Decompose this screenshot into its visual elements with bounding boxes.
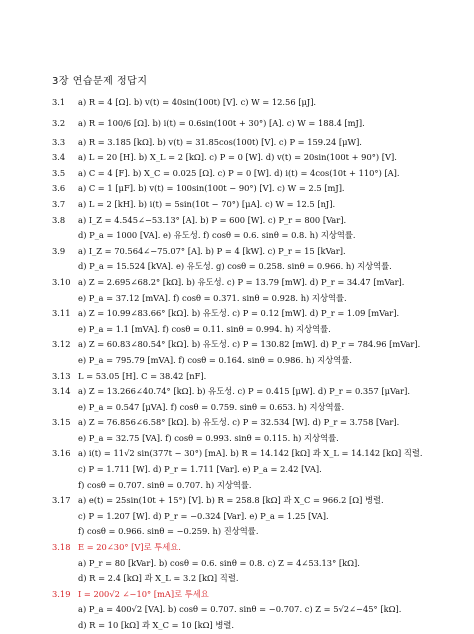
answer-text: a) P_a = 400√2 [VA]. b) cosθ = 0.707. sinθ = −0.707. c) Z = 5√2∠−45° [kΩ]. xyxy=(78,604,402,615)
answer-line xyxy=(52,259,462,275)
answer-line xyxy=(52,353,462,369)
answer-text: a) R = 3.185 [kΩ]. b) v(t) = 31.85cos(100t) [V]. c) P = 159.24 [μW]. xyxy=(78,136,362,147)
answer-line xyxy=(52,400,462,416)
answer-text: e) P_a = 32.75 [VA]. f) cosθ = 0.993. sinθ = 0.115. h) 지상역률. xyxy=(78,432,339,443)
answer-line xyxy=(52,150,462,166)
answer-line xyxy=(52,540,462,556)
answer-line xyxy=(52,135,462,151)
answer-text: a) I_Z = 70.564∠−75.07° [A]. b) P = 4 [kW]. c) P_r = 15 [kVar]. xyxy=(78,245,346,256)
answer-text: a) Z = 13.266∠40.74° [kΩ]. b) 유도성. c) P = 0.415 [μW]. d) P_r = 0.357 [μVar]. xyxy=(78,386,411,397)
answer-text: e) P_a = 1.1 [mVA]. f) cosθ = 0.11. sinθ = 0.994. h) 지상역률. xyxy=(78,323,331,334)
answer-line xyxy=(52,431,462,447)
answer-line xyxy=(52,587,462,603)
answer-line xyxy=(52,571,462,587)
problem-number: 3.19 xyxy=(52,588,71,599)
answer-text: a) L = 2 [kH]. b) i(t) = 5sin(10t − 70°) [μA]. c) W = 12.5 [nJ]. xyxy=(78,198,336,209)
answer-text: c) P = 1.207 [W]. d) P_r = −0.324 [Var]. e) P_a = 1.25 [VA]. xyxy=(78,510,329,521)
answer-line xyxy=(52,524,462,540)
problem-number: 3.7 xyxy=(52,198,66,209)
answer-line xyxy=(52,415,462,431)
answer-line xyxy=(52,556,462,572)
problem-number: 3.5 xyxy=(52,167,66,178)
answer-text: d) P_a = 1000 [VA]. e) 유도성. f) cosθ = 0.6. sinθ = 0.8. h) 지상역률. xyxy=(78,230,356,241)
answer-text: d) R = 2.4 [kΩ] 과 X_L = 3.2 [kΩ] 직렬. xyxy=(78,573,239,584)
answer-line xyxy=(52,275,462,291)
answer-line xyxy=(52,213,462,229)
answer-text: a) C = 4 [F]. b) X_C = 0.025 [Ω]. c) P = 0 [W]. d) i(t) = 4cos(10t + 110°) [A]. xyxy=(78,167,400,178)
answer-text: a) Z = 10.99∠83.66° [kΩ]. b) 유도성. c) P = 0.12 [mW]. d) P_r = 1.09 [mVar]. xyxy=(78,308,400,319)
answer-line xyxy=(52,337,462,353)
answer-line xyxy=(52,181,462,197)
answer-text: f) cosθ = 0.707. sinθ = 0.707. h) 지상역률. xyxy=(78,479,252,490)
answer-text: a) i(t) = 11√2 sin(377t − 30°) [mA]. b) R = 14.142 [kΩ] 과 X_L = 14.142 [kΩ] 직렬. xyxy=(78,448,423,459)
problem-number: 3.11 xyxy=(52,308,71,319)
problem-number: 3.8 xyxy=(52,214,66,225)
answer-text: a) R = 100/6 [Ω]. b) i(t) = 0.6sin(100t + 30°) [A]. c) W = 188.4 [mJ]. xyxy=(78,117,365,128)
problem-number: 3.9 xyxy=(52,245,66,256)
answer-line xyxy=(52,322,462,338)
answer-text: a) C = 1 [μF]. b) v(t) = 100sin(100t − 90°) [V]. c) W = 2.5 [mJ]. xyxy=(78,183,345,194)
problem-number: 3.1 xyxy=(52,97,66,107)
answer-line xyxy=(52,446,462,462)
answer-line xyxy=(52,306,462,322)
problem-number: 3.14 xyxy=(52,386,71,397)
problem-number: 3.18 xyxy=(52,542,71,553)
answer-text: L = 53.05 [H]. C = 38.42 [nF]. xyxy=(78,370,207,381)
answer-line xyxy=(52,95,462,111)
answer-text: a) e(t) = 25sin(10t + 15°) [V]. b) R = 258.8 [kΩ] 과 X_C = 966.2 [Ω] 병렬. xyxy=(78,495,384,506)
problem-number: 3.3 xyxy=(52,136,66,147)
page-title: 3장 연습문제 정답지 xyxy=(52,76,148,87)
answer-text: e) P_a = 0.547 [μVA]. f) cosθ = 0.759. sinθ = 0.653. h) 지상역률. xyxy=(78,401,345,412)
answer-text: f) cosθ = 0.966. sinθ = −0.259. h) 진상역률. xyxy=(78,526,259,537)
problem-number: 3.4 xyxy=(52,152,66,163)
answer-line xyxy=(52,111,462,135)
answer-line xyxy=(52,166,462,182)
answer-text: e) P_a = 37.12 [mVA]. f) cosθ = 0.371. sinθ = 0.928. h) 지상역률. xyxy=(78,292,347,303)
answer-text: a) Z = 76.856∠6.58° [kΩ]. b) 유도성. c) P = 32.534 [W]. d) P_r = 3.758 [Var]. xyxy=(78,417,400,428)
answer-line xyxy=(52,291,462,307)
answer-text: a) L = 20 [H]. b) X_L = 2 [kΩ]. c) P = 0 [W]. d) v(t) = 20sin(100t + 90°) [V]. xyxy=(78,152,397,163)
problem-number: 3.17 xyxy=(52,495,71,506)
problem-number: 3.13 xyxy=(52,370,71,381)
answer-line xyxy=(52,493,462,509)
answer-text: e) P_a = 795.79 [mVA]. f) cosθ = 0.164. sinθ = 0.986. h) 지상역률. xyxy=(78,354,352,365)
answer-text: a) Z = 2.695∠68.2° [kΩ]. b) 유도성. c) P = 13.79 [mW]. d) P_r = 34.47 [mVar]. xyxy=(78,276,405,287)
problem-number: 3.10 xyxy=(52,276,71,287)
answer-line xyxy=(52,369,462,385)
answer-line xyxy=(52,197,462,213)
problem-number: 3.2 xyxy=(52,117,66,128)
problem-number: 3.12 xyxy=(52,339,71,350)
answer-text: a) R = 4 [Ω]. b) v(t) = 40sin(100t) [V]. c) W = 12.56 [μJ]. xyxy=(78,97,317,107)
answer-line xyxy=(52,384,462,400)
answer-line xyxy=(52,478,462,494)
answer-text: a) P_r = 80 [kVar]. b) cosθ = 0.6. sinθ = 0.8. c) Z = 4∠53.13° [kΩ]. xyxy=(78,557,360,568)
answer-line xyxy=(52,602,462,618)
answer-text: d) P_a = 15.524 [kVA]. e) 유도성. g) cosθ = 0.258. sinθ = 0.966. h) 지상역률. xyxy=(78,261,392,272)
answer-line xyxy=(52,618,462,634)
answer-text: a) I_Z = 4.545∠−53.13° [A]. b) P = 600 [W]. c) P_r = 800 [Var]. xyxy=(78,214,347,225)
answer-line xyxy=(52,228,462,244)
problem-number: 3.6 xyxy=(52,183,66,194)
problem-number: 3.15 xyxy=(52,417,71,428)
answer-line xyxy=(52,244,462,260)
answer-text: I = 200√2 ∠−10° [mA]로 투세요 xyxy=(78,588,209,599)
answer-text: E = 20∠30° [V]로 투세요. xyxy=(78,542,181,553)
answer-line xyxy=(52,509,462,525)
answer-text: c) P = 1.711 [W]. d) P_r = 1.711 [Var]. e) P_a = 2.42 [VA]. xyxy=(78,464,322,475)
problem-number: 3.16 xyxy=(52,448,71,459)
answer-line xyxy=(52,462,462,478)
answer-list xyxy=(52,95,462,634)
answer-text: a) Z = 60.83∠80.54° [kΩ]. b) 유도성. c) P = 130.82 [mW]. d) P_r = 784.96 [mVar]. xyxy=(78,339,421,350)
answer-text: d) R = 10 [kΩ] 과 X_C = 10 [kΩ] 병렬. xyxy=(78,620,235,630)
